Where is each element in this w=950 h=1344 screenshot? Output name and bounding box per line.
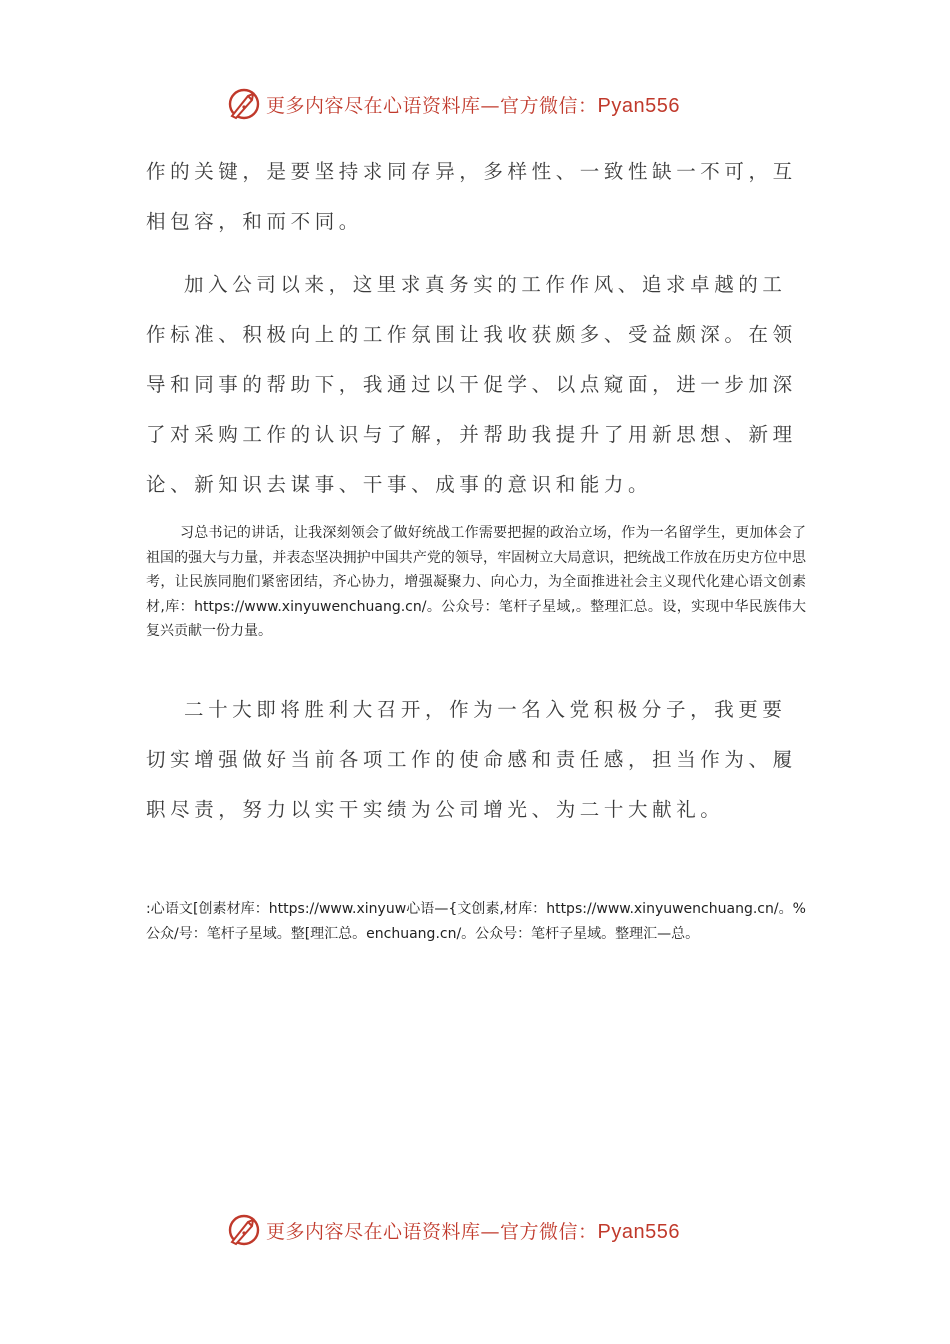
banner-dash: — xyxy=(480,94,501,117)
banner-dash: — xyxy=(480,1220,501,1243)
paragraph-continuation: 作的关键，是要坚持求同存异，多样性、一致性缺一不可，互相包容，和而不同。 xyxy=(146,160,797,233)
paragraph-company-experience: 加入公司以来，这里求真务实的工作作风、追求卓越的工作标准、积极向上的工作氛围让我收获颇多、受益颇深。在领导和同事的帮助下，我通过以干促学、以点窥面，进一步加深了对采购工作的认识与了解，并帮助我提升了用新思想、新理论、新知识去谋事、干事、成事的意识和能力。 xyxy=(146,273,797,496)
banner-wechat-label: 官方微信： xyxy=(500,1220,598,1243)
banner-wechat-id: Pyan556 xyxy=(597,1220,680,1243)
footer-banner xyxy=(226,1210,680,1250)
paragraph-source-note: :心语文[创素材库：https://www.xinyuw心语—{文创素,材库：https://www.xinyuwenchuang.cn/。%公众/号：笔杆子星域。整[理汇总。enchuang.cn/。公众号：笔杆子星域。整理汇—总。 xyxy=(146,901,806,942)
banner-main-text: 更多内容尽在心语资料库 xyxy=(266,94,481,117)
pen-nib-logo-icon xyxy=(226,1212,262,1248)
banner-wechat-id: Pyan556 xyxy=(597,94,680,117)
banner-text xyxy=(266,1217,680,1244)
pen-nib-logo-icon xyxy=(226,86,262,122)
banner-main-text: 更多内容尽在心语资料库 xyxy=(266,1220,481,1243)
banner-wechat-label: 官方微信： xyxy=(500,94,598,117)
banner-text xyxy=(266,91,680,118)
paragraph-congress-commitment: 二十大即将胜利大召开，作为一名入党积极分子，我更要切实增强做好当前各项工作的使命感和责任感，担当作为、履职尽责，努力以实干实绩为公司增光、为二十大献礼。 xyxy=(146,698,797,821)
header-banner xyxy=(226,84,680,124)
paragraph-speech-reflection: 习总书记的讲话，让我深刻领会了做好统战工作需要把握的政治立场，作为一名留学生，更加体会了祖国的强大与力量，并表态坚决拥护中国共产党的领导，牢固树立大局意识，把统战工作放在历史方位中思考，让民族同胞们紧密团结，齐心协力，增强凝聚力、向心力，为全面推进社会主义现代化建心语文创素材,库：https://www.xinyuwenchuang.cn/。公众号：笔杆子星域,。整理汇总。设，实现中华民族伟大复兴贡献一份力量。 xyxy=(146,525,806,639)
